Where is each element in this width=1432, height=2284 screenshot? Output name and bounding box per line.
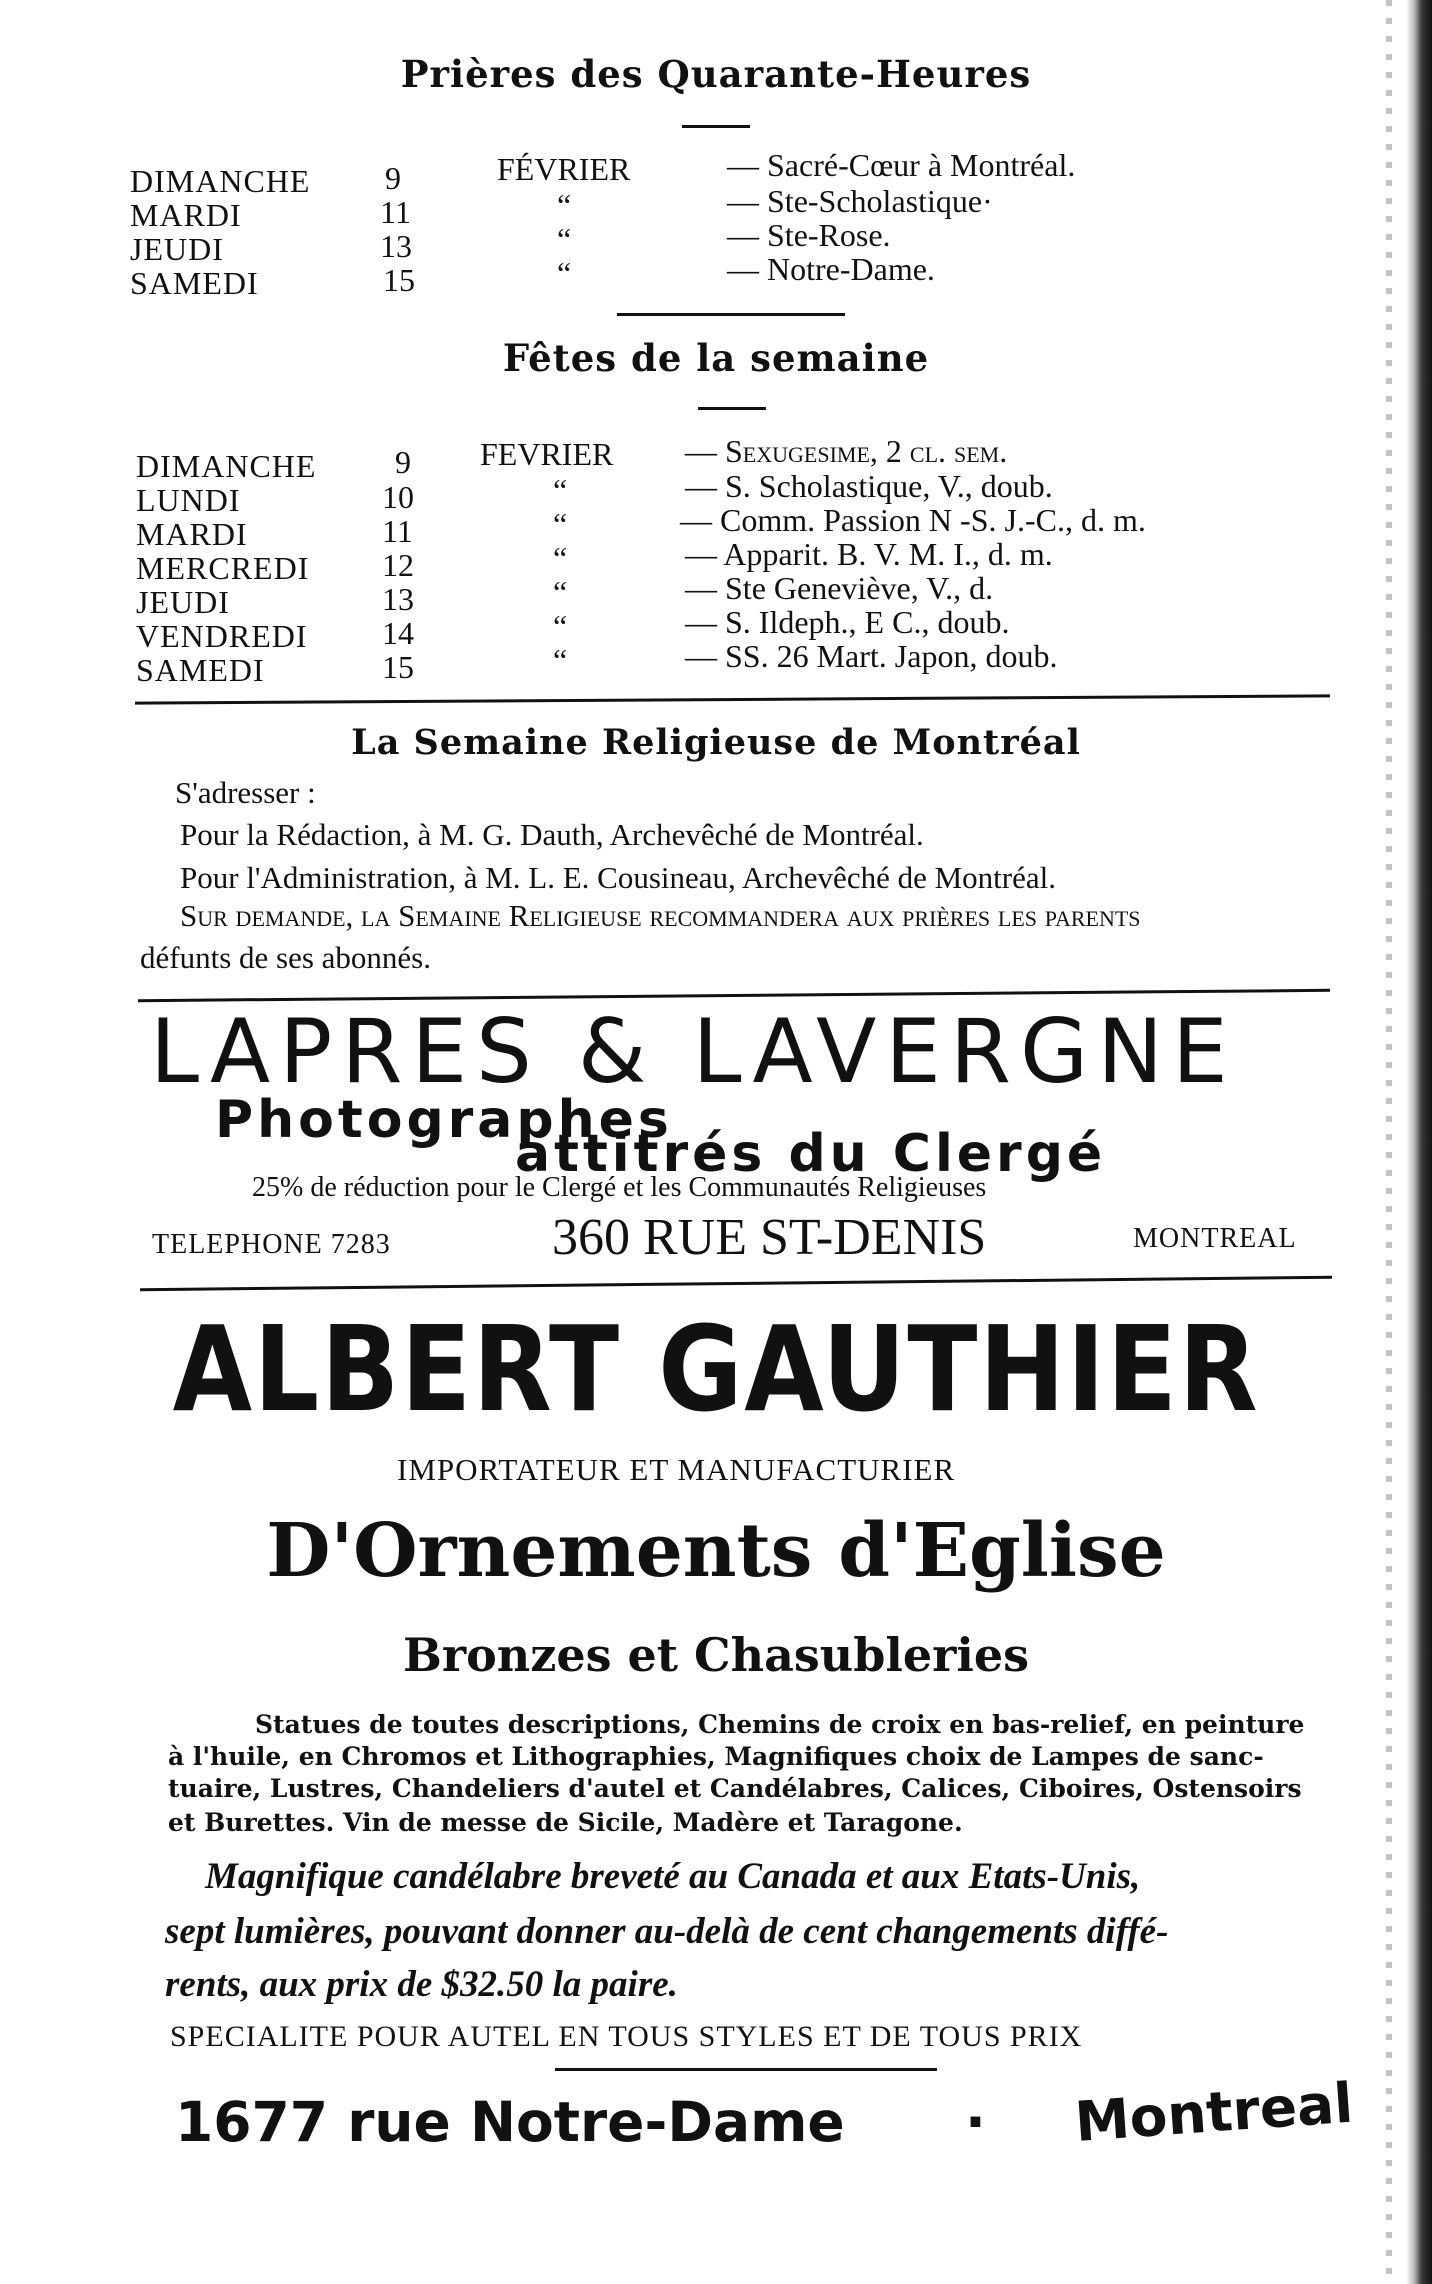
- fetes-num: 15: [382, 649, 414, 685]
- fetes-day: MERCREDI: [136, 550, 310, 586]
- fetes-day: SAMEDI: [136, 652, 265, 688]
- lapres-photographes: Photographes: [215, 1090, 673, 1150]
- gauthier-desc: Statues de toutes descriptions, Chemins de croix en bas-relief, en peinture: [255, 1710, 1305, 1739]
- lapres-city: MONTREAL: [1133, 1223, 1297, 1254]
- gauthier-name: ALBERT GAUTHIER: [172, 1300, 1260, 1438]
- quarante-event: — Notre-Dame.: [727, 251, 935, 287]
- lapres-discount: 25% de réduction pour le Clergé et les Communautés Religieuses: [252, 1172, 987, 1203]
- fetes-month: “: [553, 472, 568, 508]
- quarante-month: “: [557, 187, 572, 223]
- fetes-month: FEVRIER: [480, 436, 614, 472]
- fetes-event: — S. Scholastique, V., doub.: [685, 468, 1053, 504]
- quarante-event: — Ste-Rose.: [727, 217, 891, 253]
- fetes-num: 13: [382, 581, 414, 617]
- quarante-month: “: [557, 255, 572, 291]
- gauthier-address: 1677 rue Notre-Dame: [175, 2090, 845, 2154]
- divider: [617, 313, 845, 316]
- fetes-month: “: [553, 642, 568, 678]
- semaine-line: défunts de ses abonnés.: [140, 940, 431, 975]
- fetes-num: 10: [382, 479, 414, 515]
- quarante-month: FÉVRIER: [497, 151, 631, 187]
- quarante-month: “: [557, 221, 572, 257]
- gauthier-italic: Magnifique candélabre breveté au Canada et aux Etats-Unis,: [205, 1856, 1141, 1897]
- gauthier-italic: sept lumières, pouvant donner au-delà de cent changements diffé-: [165, 1911, 1169, 1952]
- fetes-event: — Comm. Passion N -S. J.-C., d. m.: [680, 502, 1146, 538]
- quarante-num: 9: [385, 160, 401, 196]
- gauthier-bronzes: Bronzes et Chasubleries: [402, 1628, 1030, 1682]
- fetes-title: Fêtes de la semaine: [502, 336, 930, 380]
- quarante-num: 11: [380, 194, 411, 230]
- quarante-num: 15: [383, 262, 415, 298]
- fetes-event: — S. Ildeph., E C., doub.: [685, 604, 1010, 640]
- lapres-name: LAPRES & LAVERGNE: [150, 1000, 1237, 1103]
- quarante-day: SAMEDI: [130, 265, 259, 301]
- fetes-num: 12: [382, 547, 414, 583]
- gauthier-separator: ·: [965, 2090, 986, 2154]
- gauthier-desc: à l'huile, en Chromos et Lithographies, Magnifiques choix de Lampes de sanc-: [168, 1742, 1264, 1771]
- short-divider: [682, 125, 750, 128]
- semaine-line: Pour l'Administration, à M. L. E. Cousineau, Archevêché de Montréal.: [180, 860, 1056, 895]
- fetes-month: “: [553, 506, 568, 542]
- fetes-num: 9: [395, 444, 411, 480]
- fetes-num: 14: [382, 615, 414, 651]
- quarante-day: JEUDI: [130, 231, 224, 267]
- quarante-day: MARDI: [130, 197, 242, 233]
- fetes-day: MARDI: [136, 516, 248, 552]
- fetes-event: — Ste Geneviève, V., d.: [685, 570, 994, 606]
- quarante-event: — Ste-Scholastique·: [727, 183, 993, 219]
- fetes-event: — SS. 26 Mart. Japon, doub.: [685, 638, 1058, 674]
- fetes-event: — Apparit. B. V. M. I., d. m.: [685, 536, 1053, 572]
- short-divider: [698, 407, 766, 410]
- section-rule: [140, 1276, 1332, 1291]
- quarante-day: DIMANCHE: [130, 163, 311, 199]
- quarante-event: — Sacré-Cœur à Montréal.: [727, 147, 1076, 183]
- fetes-day: JEUDI: [136, 584, 230, 620]
- fetes-month: “: [553, 608, 568, 644]
- lapres-clerge: attitrés du Clergé: [515, 1124, 1107, 1184]
- gauthier-italic: rents, aux prix de $32.50 la paire.: [165, 1964, 678, 2005]
- fetes-day: VENDREDI: [136, 618, 308, 654]
- lapres-telephone: TELEPHONE 7283: [152, 1229, 391, 1260]
- fetes-num: 11: [382, 513, 413, 549]
- semaine-line: Sur demande, la Semaine Religieuse recommandera aux prières les parents: [180, 898, 1141, 933]
- fetes-day: DIMANCHE: [136, 448, 317, 484]
- gauthier-subtitle: IMPORTATEUR ET MANUFACTURIER: [397, 1452, 956, 1487]
- gauthier-specialite: SPECIALITE POUR AUTEL EN TOUS STYLES ET DE TOUS PRIX: [170, 2020, 1083, 2053]
- fetes-event: — Sexugesime, 2 cl. sem.: [685, 433, 1008, 469]
- fetes-month: “: [553, 540, 568, 576]
- lapres-address: 360 RUE ST-DENIS: [552, 1209, 987, 1266]
- semaine-line: Pour la Rédaction, à M. G. Dauth, Archevêché de Montréal.: [180, 817, 924, 852]
- semaine-line: S'adresser :: [175, 775, 316, 810]
- semaine-title: La Semaine Religieuse de Montréal: [351, 722, 1081, 763]
- gauthier-desc: et Burettes. Vin de messe de Sicile, Madère et Taragone.: [168, 1808, 963, 1837]
- gauthier-desc: tuaire, Lustres, Chandeliers d'autel et Candélabres, Calices, Ciboires, Ostensoirs: [168, 1774, 1302, 1803]
- gauthier-ornements: D'Ornements d'Eglise: [266, 1508, 1166, 1594]
- gauthier-city: Montreal: [1072, 2070, 1355, 2154]
- section-rule: [135, 694, 1330, 704]
- quarante-title: Prières des Quarante-Heures: [400, 52, 1032, 96]
- address-rule: [555, 2068, 937, 2071]
- fetes-month: “: [553, 574, 568, 610]
- fetes-day: LUNDI: [136, 482, 241, 518]
- quarante-num: 13: [380, 228, 412, 264]
